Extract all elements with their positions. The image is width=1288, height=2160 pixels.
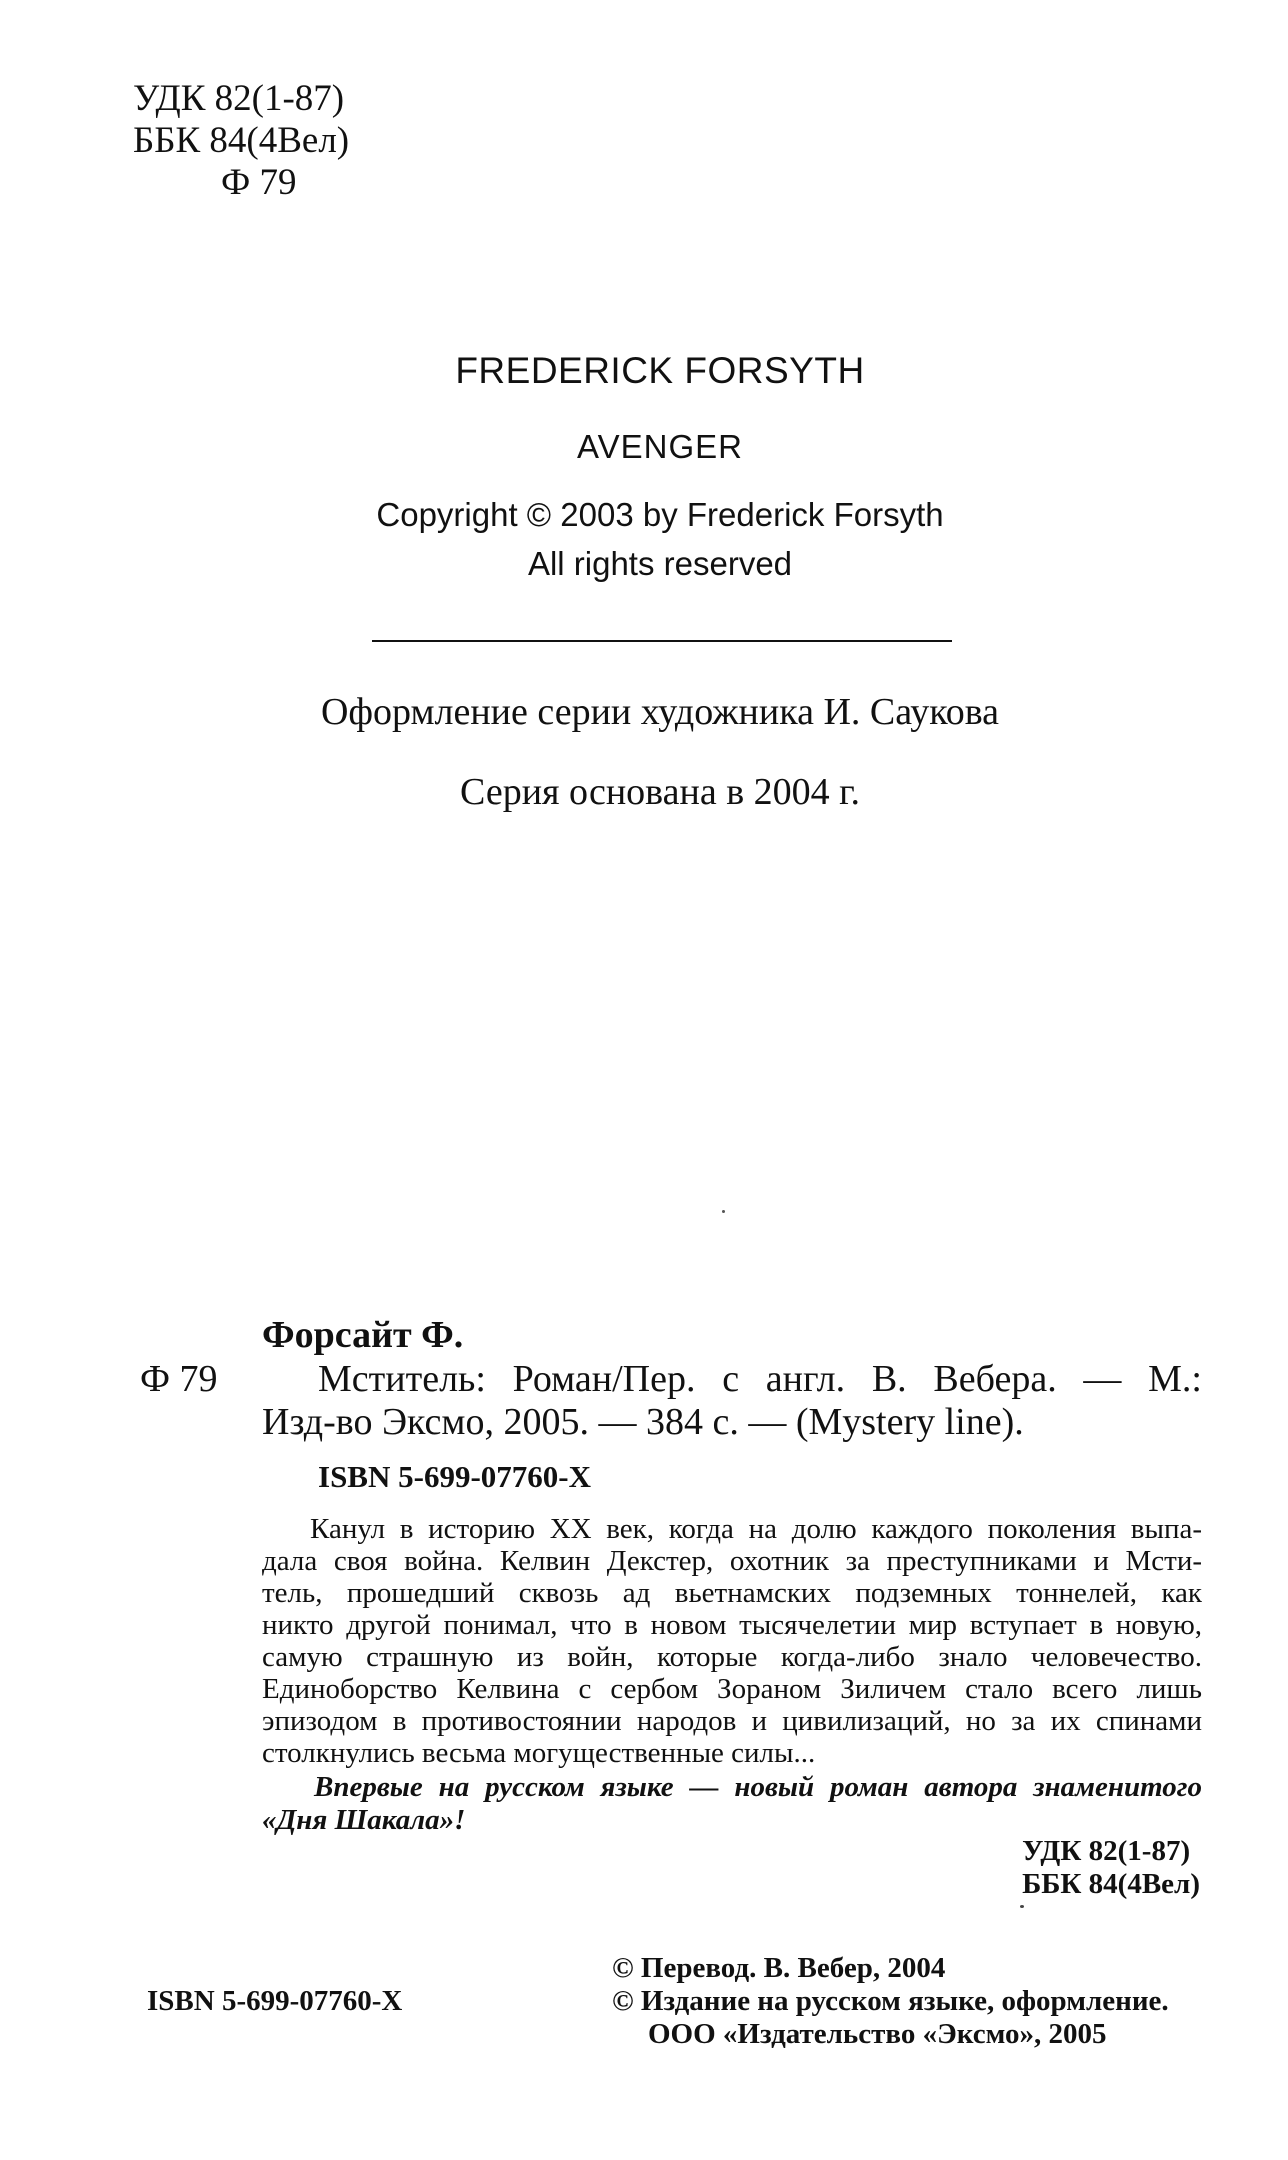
footer-classification-codes	[1022, 1835, 1200, 1901]
annotation-tagline	[262, 1771, 1202, 1837]
footer-isbn: ISBN 5-699-07760-X	[147, 1985, 403, 2017]
annotation-line: дала своя война. Келвин Декстер, охотник за преступниками и Мсти-	[262, 1545, 1202, 1577]
footer-udk: УДК 82(1-87)	[1022, 1835, 1191, 1867]
series-founded: Серия основана в 2004 г.	[460, 771, 860, 813]
tagline-line1: Впервые на русском языке — новый роман автора знаменитого	[314, 1771, 1202, 1803]
print-speck	[1020, 1905, 1024, 1908]
tagline-line2: «Дня Шакала»!	[262, 1804, 466, 1836]
original-copyright: Copyright © 2003 by Frederick Forsyth	[376, 496, 944, 533]
annotation-line: Канул в историю XX век, когда на долю каждого поколения выпа-	[310, 1513, 1202, 1545]
russian-copyrights	[612, 1952, 1169, 2051]
original-author: FREDERICK FORSYTH	[455, 350, 865, 391]
annotation-line: самую страшную из войн, которые когда-либо знало человечество.	[262, 1641, 1202, 1673]
original-title: AVENGER	[577, 428, 743, 465]
footer-bbk: ББК 84(4Вел)	[1022, 1868, 1200, 1900]
header-author-mark: Ф 79	[221, 162, 297, 203]
annotation	[262, 1513, 1202, 1769]
annotation-line: Единоборство Келвина с сербом Зораном Зиличем стало всего лишь	[262, 1673, 1202, 1705]
bib-isbn: ISBN 5-699-07760-X	[318, 1459, 591, 1494]
separator-rule	[372, 640, 952, 642]
header-bbk: ББК 84(4Вел)	[133, 120, 350, 161]
series-design-credit: Оформление серии художника И. Саукова	[320, 691, 1000, 733]
original-rights: All rights reserved	[527, 545, 793, 582]
annotation-line: столкнулись весьма могущественные силы...	[262, 1737, 816, 1769]
copyright-edition: © Издание на русском языке, оформление.	[612, 1985, 1169, 2017]
header-udk: УДК 82(1-87)	[133, 78, 345, 119]
copyright-publisher: ООО «Издательство «Эксмо», 2005	[648, 2018, 1107, 2050]
copyright-translation: © Перевод. В. Вебер, 2004	[612, 1952, 946, 1984]
header-classification-codes	[133, 78, 349, 204]
bib-author-heading: Форсайт Ф.	[262, 1314, 464, 1356]
annotation-line: тель, прошедший сквозь ад вьетнамских подземных тоннелей, как	[262, 1577, 1202, 1609]
bib-author-mark: Ф 79	[140, 1358, 218, 1400]
print-speck	[722, 1210, 725, 1213]
bib-description-line1: Мститель: Роман/Пер. с англ. В. Вебера. — М.:	[318, 1358, 1202, 1400]
annotation-line: эпизодом в противостоянии народов и цивилизаций, но за их спинами	[262, 1705, 1202, 1737]
annotation-line: никто другой понимал, что в новом тысячелетии мир вступает в новую,	[262, 1609, 1202, 1641]
bib-description-line2: Изд-во Эксмо, 2005. — 384 с. — (Mystery line).	[262, 1401, 1024, 1443]
